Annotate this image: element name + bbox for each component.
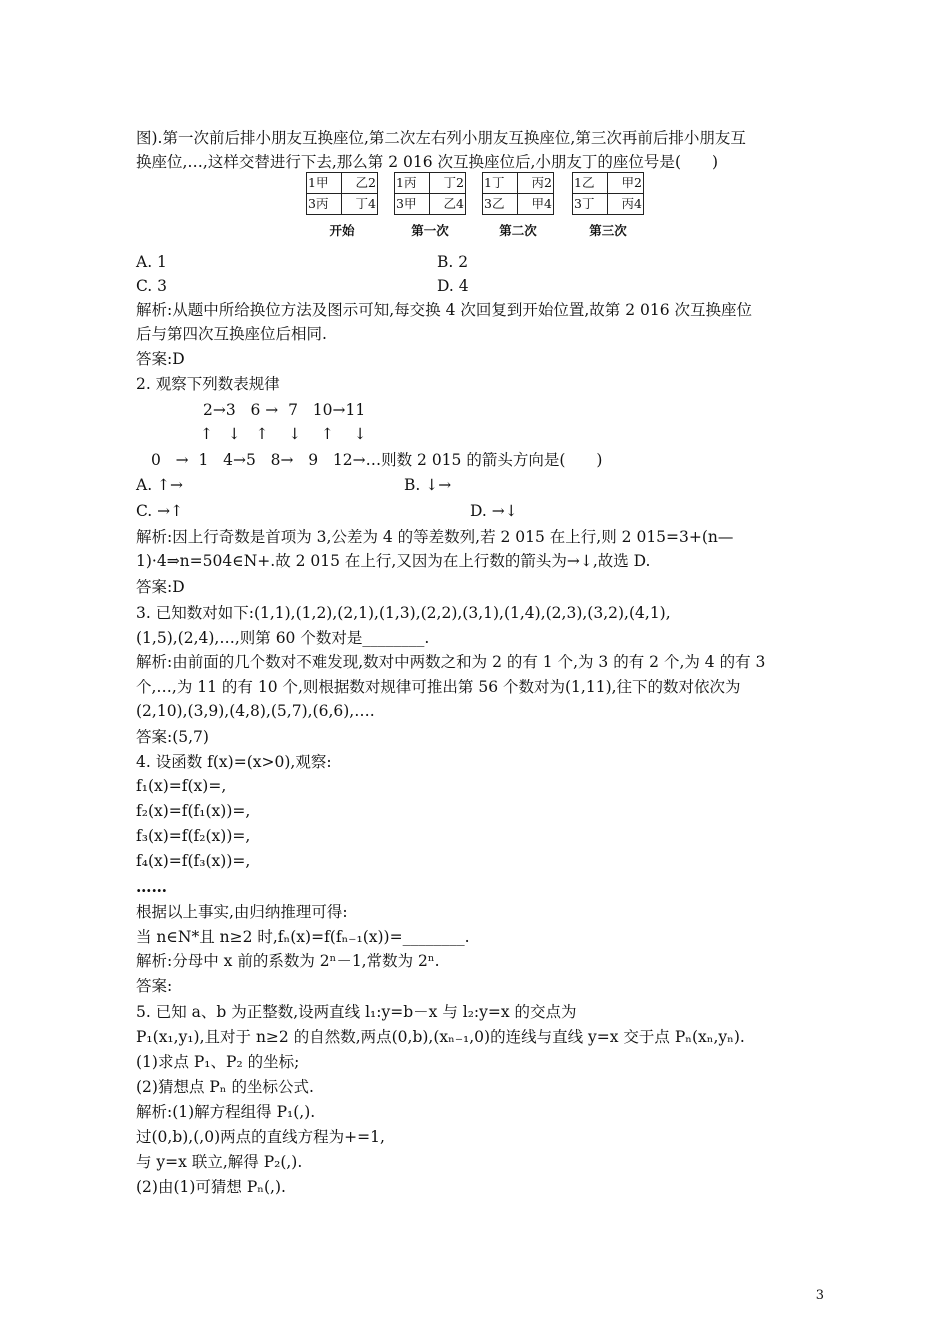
q5-text-line2: P₁(x₁,y₁),且对于 n≥2 的自然数,两点(0,b),(xₙ₋₁,0)的连线与直线 y=x 交于点 Pₙ(xₙ,yₙ). xyxy=(136,1028,745,1046)
cell: 甲2 xyxy=(608,173,644,194)
q3-text-line1: 3. 已知数对如下:(1,1),(1,2),(2,1),(1,3),(2,2),(3,1),(1,4),(2,3),(3,2),(4,1), xyxy=(136,604,671,622)
seat-diagram-start xyxy=(306,172,378,239)
q4-ellipsis: …… xyxy=(136,877,167,896)
cell: 乙2 xyxy=(342,173,378,194)
q4-text-line2: 根据以上事实,由归纳推理可得: xyxy=(136,903,348,921)
q5-solution-line3: 与 y=x 联立,解得 P₂(,). xyxy=(136,1153,303,1171)
cell: 丁4 xyxy=(342,194,378,215)
q3-solution-line3: (2,10),(3,9),(4,8),(5,7),(6,6),…. xyxy=(136,702,375,720)
q3-solution-line2: 个,…,为 11 的有 10 个,则根据数对规律可推出第 56 个数对为(1,11),往下的数对依次为 xyxy=(136,678,741,696)
q2-row-top: 2→3 6 → 7 10→11 xyxy=(203,401,366,419)
seat-diagram-second xyxy=(482,172,554,239)
seat-diagram-first xyxy=(394,172,466,239)
q2-answer: 答案:D xyxy=(136,578,185,596)
q5-solution-line1: 解析:(1)解方程组得 P₁(,). xyxy=(136,1103,316,1121)
q4-f4: f₄(x)=f(f₃(x))=, xyxy=(136,852,251,870)
q2-option-b: B. ↓→ xyxy=(404,476,452,494)
q1-solution-line2: 后与第四次互换座位后相同. xyxy=(136,325,327,343)
q1-text-line2: 换座位,…,这样交替进行下去,那么第 2 016 次互换座位后,小朋友丁的座位号是( ) xyxy=(136,153,719,171)
page-number: 3 xyxy=(815,1288,824,1303)
cell: 乙4 xyxy=(430,194,466,215)
q5-text-line1: 5. 已知 a、b 为正整数,设两直线 l₁:y=b－x 与 l₂:y=x 的交点为 xyxy=(136,1003,577,1021)
cell: 3丙 xyxy=(307,194,342,215)
q2-title: 2. 观察下列数表规律 xyxy=(136,375,280,393)
q1-option-d: D. 4 xyxy=(437,277,469,295)
cell: 丙4 xyxy=(608,194,644,215)
q2-option-c: C. →↑ xyxy=(136,502,184,520)
q4-f1: f₁(x)=f(x)=, xyxy=(136,777,227,795)
q1-solution-line1: 解析:从题中所给换位方法及图示可知,每交换 4 次回复到开始位置,故第 2 016 次互换座位 xyxy=(136,301,753,319)
q4-f3: f₃(x)=f(f₂(x))=, xyxy=(136,827,251,845)
q4-answer: 答案: xyxy=(136,977,173,995)
q4-text-line3: 当 n∈N*且 n≥2 时,fₙ(x)=f(fₙ₋₁(x))=________. xyxy=(136,928,470,946)
q1-option-c: C. 3 xyxy=(136,277,168,295)
q3-answer: 答案:(5,7) xyxy=(136,728,209,746)
q2-solution-line2: 1)·4⇒n=504∈N+.故 2 015 在上行,又因为在上行数的箭头为→↓,故选 D. xyxy=(136,552,651,570)
cell: 3丁 xyxy=(573,194,608,215)
diagram-caption: 开始 xyxy=(329,223,355,238)
q5-solution-line2: 过(0,b),(,0)两点的直线方程为+=1, xyxy=(136,1128,385,1146)
q5-solution-line4: (2)由(1)可猜想 Pₙ(,). xyxy=(136,1178,286,1196)
seat-diagrams xyxy=(306,172,646,244)
q1-answer: 答案:D xyxy=(136,350,185,368)
cell: 3乙 xyxy=(483,194,518,215)
cell: 甲4 xyxy=(518,194,554,215)
q1-option-a: A. 1 xyxy=(136,253,167,271)
cell: 3甲 xyxy=(395,194,430,215)
cell: 1甲 xyxy=(307,173,342,194)
q2-option-d: D. →↓ xyxy=(470,502,518,520)
cell: 1乙 xyxy=(573,173,608,194)
diagram-caption: 第三次 xyxy=(589,223,627,238)
q2-solution-line1: 解析:因上行奇数是首项为 3,公差为 4 的等差数列,若 2 015 在上行,则 2 015=3+(n— xyxy=(136,528,734,546)
q1-text-line1: 图).第一次前后排小朋友互换座位,第二次左右列小朋友互换座位,第三次再前后排小朋友互 xyxy=(136,129,746,147)
q5-part1: (1)求点 P₁、P₂ 的坐标; xyxy=(136,1053,300,1071)
q5-part2: (2)猜想点 Pₙ 的坐标公式. xyxy=(136,1078,314,1096)
q4-title: 4. 设函数 f(x)=(x>0),观察: xyxy=(136,753,332,771)
seat-diagram-third xyxy=(572,172,644,239)
diagram-caption: 第一次 xyxy=(411,223,449,238)
diagram-caption: 第二次 xyxy=(499,223,537,238)
cell: 丁2 xyxy=(430,173,466,194)
q2-row-arrows: ↑ ↓ ↑ ↓ ↑ ↓ xyxy=(200,425,367,443)
q3-solution-line1: 解析:由前面的几个数对不难发现,数对中两数之和为 2 的有 1 个,为 3 的有 2 个,为 4 的有 3 xyxy=(136,653,766,671)
q2-option-a: A. ↑→ xyxy=(136,476,184,494)
q1-option-b: B. 2 xyxy=(437,253,469,271)
cell: 丙2 xyxy=(518,173,554,194)
q2-row-bottom: 0 → 1 4→5 8→ 9 12→…则数 2 015 的箭头方向是( ) xyxy=(151,451,603,469)
cell: 1丙 xyxy=(395,173,430,194)
q4-solution: 解析:分母中 x 前的系数为 2ⁿ－1,常数为 2ⁿ. xyxy=(136,952,440,970)
cell: 1丁 xyxy=(483,173,518,194)
q3-text-line2: (1,5),(2,4),…,则第 60 个数对是________. xyxy=(136,629,430,647)
q4-f2: f₂(x)=f(f₁(x))=, xyxy=(136,802,251,820)
